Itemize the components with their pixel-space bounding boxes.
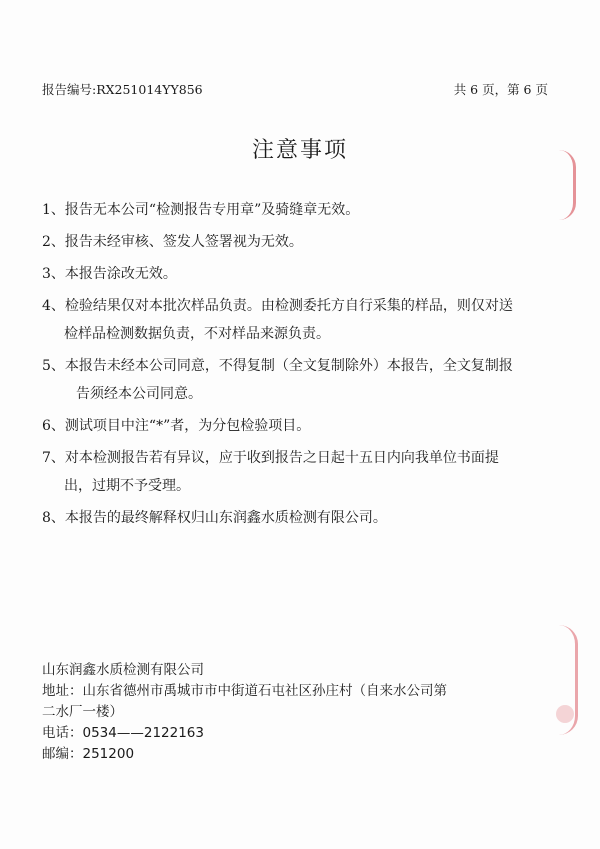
note-item [42,196,562,224]
note-item [42,504,562,532]
note-line: 1、报告无本公司“检测报告专用章”及骑缝章无效。 [42,202,360,218]
phone-number: 电话：0534——2122163 [42,725,204,741]
note-item [42,352,562,408]
note-item [42,260,562,288]
note-line: 2、报告未经审核、签发人签署视为无效。 [42,234,303,250]
company-name: 山东润鑫水质检测有限公司 [42,662,204,678]
note-line-continued: 出，过期不予受理。 [64,478,190,494]
note-line: 3、本报告涂改无效。 [42,266,177,282]
company-contact-block [42,660,562,765]
note-item [42,228,562,256]
note-line: 6、测试项目中注“*”者，为分包检验项目。 [42,418,311,434]
note-item [42,444,562,500]
note-line: 7、对本检测报告若有异议，应于收到报告之日起十五日内向我单位书面提 [42,450,499,466]
page-counter: 共 6 页，第 6 页 [453,82,548,97]
note-item [42,412,562,440]
page-title: 注意事项 [251,138,348,163]
note-line-continued: 检样品检测数据负责，不对样品来源负责。 [64,326,330,342]
note-line: 8、本报告的最终解释权归山东润鑫水质检测有限公司。 [42,510,387,526]
postcode: 邮编：251200 [42,746,135,762]
note-line: 4、检验结果仅对本批次样品负责。由检测委托方自行采集的样品，则仅对送 [42,298,513,314]
note-line: 5、本报告未经本公司同意，不得复制（全文复制除外）本报告，全文复制报 [42,358,513,374]
page-header [42,81,548,99]
note-item [42,292,562,348]
report-number: 报告编号:RX251014YY856 [42,82,203,97]
address-line: 地址：山东省德州市禹城市市中街道石屯社区孙庄村（自来水公司第 [42,683,447,699]
address-line-continued: 二水厂一楼） [42,704,123,720]
notes-list [42,196,562,536]
note-line-continued: 告须经本公司同意。 [76,386,202,402]
